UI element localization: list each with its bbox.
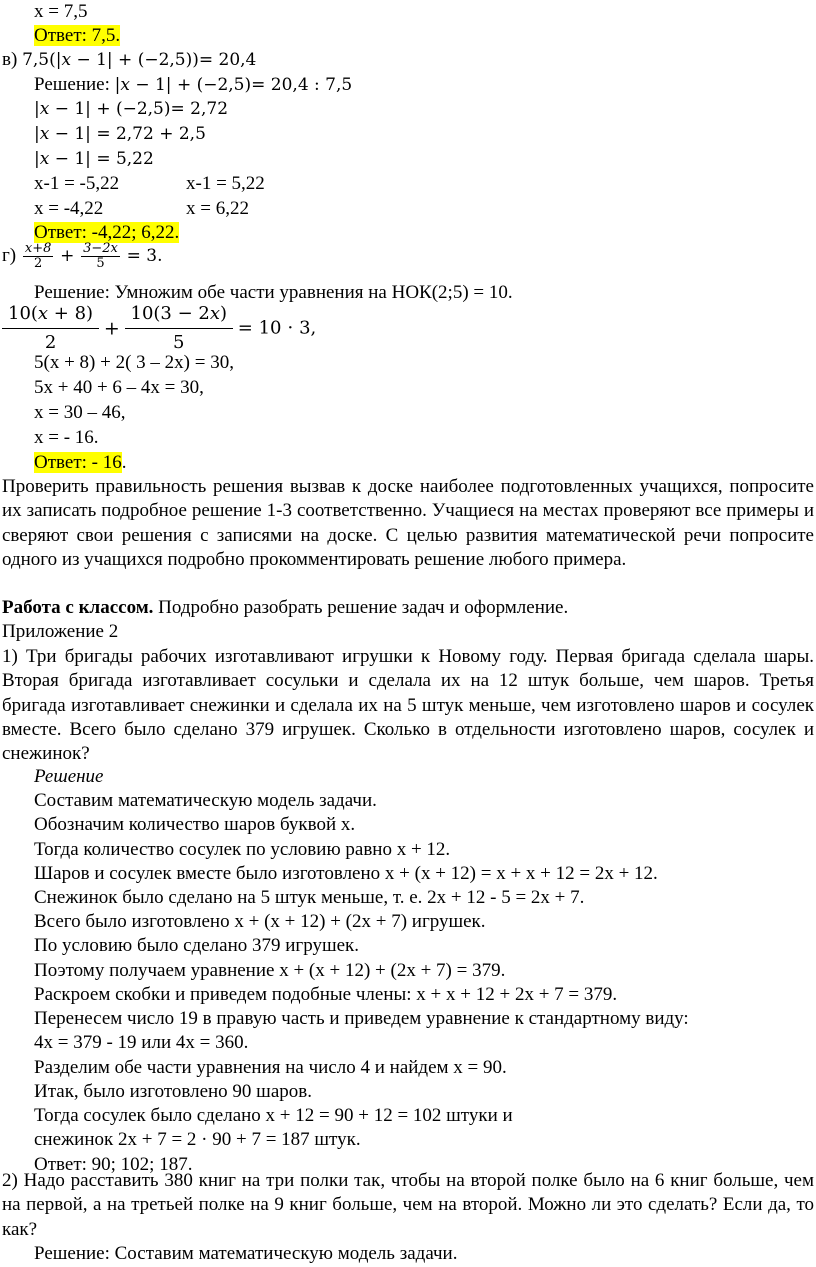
solution-line: Решение: Умножим обе части уравнения на НОК(2;5) = 10. xyxy=(34,282,513,303)
equation-line: |𝑥 − 1| + (−2,5)= 2,72 xyxy=(34,99,229,119)
denominator: 2 xyxy=(33,256,43,271)
solution-heading-text: Решение xyxy=(34,766,104,787)
text-line: 5(x + 8) + 2( 3 – 2x) = 30, xyxy=(34,352,234,373)
equation-heading-v xyxy=(2,48,256,72)
solution-label: Решение: xyxy=(34,74,115,95)
fraction xyxy=(23,242,54,271)
numerator: x+8 xyxy=(24,241,52,256)
solution-line: Разделим обе части уравнения на число 4 и найдем х = 90. xyxy=(34,1057,507,1078)
text-line: x = - 16. xyxy=(34,427,99,448)
numerator: 10(3 − 2𝑥) xyxy=(125,303,234,329)
paragraph-instructions: Проверить правильность решения вызвав к доске наиболее подготовленных учащихся, попросите их записать подробное решение 1-3 соответственно. Учащиеся на местах проверяют все примеры и сверяют свои решения с записями на доске. С целью развития математической речи попросите одного из учащихся подробно прокомментировать решение любого примера. xyxy=(2,476,814,570)
fraction xyxy=(2,303,99,354)
text-line: x-1 = -5,22 xyxy=(34,173,120,194)
solution-line: Ответ: 90; 102; 187. xyxy=(34,1154,193,1175)
text-line: x = -4,22 xyxy=(34,198,104,219)
denominator: 2 xyxy=(44,332,57,353)
solution-line: По условию было сделано 379 игрушек. xyxy=(34,935,360,956)
equation-line: |𝑥 − 1| = 5,22 xyxy=(34,149,154,169)
text-line: 5x + 40 + 6 – 4x = 30, xyxy=(34,377,204,398)
solution-line: Поэтому получаем уравнение х + (х + 12) + (2х + 7) = 379. xyxy=(34,960,506,981)
equation: |𝑥 − 1| + (−2,5)= 20,4 : 7,5 xyxy=(114,75,353,95)
fraction-equation xyxy=(2,303,316,354)
equation-heading-g xyxy=(2,242,163,271)
solution-line: Обозначим количество шаров буквой х. xyxy=(34,814,356,835)
equation-tail: = 10 ⋅ 3, xyxy=(237,317,317,339)
highlighted-answer: Ответ: - 16 xyxy=(34,452,122,473)
solution-line: Всего было изготовлено х + (х + 12) + (2х + 7) игрушек. xyxy=(34,911,486,932)
solution-line: Раскроем скобки и приведем подобные члены: х + х + 12 + 2х + 7 = 379. xyxy=(34,984,618,1005)
text-line: x = 6,22 xyxy=(186,198,249,219)
fraction xyxy=(81,242,120,271)
solution-line: снежинок 2х + 7 = 2 · 90 + 7 = 187 штук. xyxy=(34,1129,361,1150)
solution-heading xyxy=(34,765,104,789)
item-label: в) xyxy=(2,49,23,70)
item-label: г) xyxy=(2,244,17,266)
denominator: 5 xyxy=(96,256,105,271)
solution-line: Итак, было изготовлено 90 шаров. xyxy=(34,1081,312,1102)
appendix-heading: Приложение 2 xyxy=(2,621,119,642)
plus-sign: + xyxy=(60,245,75,266)
solution-line: Шаров и сосулек вместе было изготовлено х + (х + 12) = х + х + 12 = 2х + 12. xyxy=(34,863,658,884)
solution-line: Решение: Составим математическую модель задачи. xyxy=(34,1243,458,1264)
bold-heading: Работа с классом. xyxy=(2,597,154,618)
highlighted-answer: Ответ: 7,5. xyxy=(34,25,121,46)
solution-line: Тогда количество сосулек по условию равно х + 12. xyxy=(34,839,451,860)
solution-line: Перенесем число 19 в правую часть и приведем уравнение к стандартному виду: xyxy=(34,1008,689,1029)
equation: 7,5(|𝑥 − 1| + (−2,5))= 20,4 xyxy=(22,50,257,70)
answer-line xyxy=(34,451,126,475)
solution-line: 4х = 379 - 19 или 4х = 360. xyxy=(34,1032,249,1053)
text-line: x-1 = 5,22 xyxy=(186,173,265,194)
solution-line: Тогда сосулек было сделано х + 12 = 90 + 12 = 102 штуки и xyxy=(34,1105,513,1126)
numerator: 3−2x xyxy=(83,241,118,256)
answer-tail: . xyxy=(121,452,127,473)
plus-sign: + xyxy=(103,317,120,340)
solution-line xyxy=(34,73,352,97)
paragraph-text: Подробно разобрать решение задач и оформление. xyxy=(153,597,569,618)
fraction xyxy=(125,303,234,354)
text-line: x = 7,5 xyxy=(34,1,88,22)
solution-line: Снежинок было сделано на 5 штук меньше, т. е. 2х + 12 - 5 = 2х + 7. xyxy=(34,887,585,908)
numerator: 10(𝑥 + 8) xyxy=(2,303,99,329)
paragraph-class-work xyxy=(2,596,568,620)
equation-line: |𝑥 − 1| = 2,72 + 2,5 xyxy=(34,124,206,144)
denominator: 5 xyxy=(173,332,185,353)
highlighted-answer: Ответ: -4,22; 6,22. xyxy=(34,222,180,243)
solution-line: Составим математическую модель задачи. xyxy=(34,790,377,811)
equation-tail: = 3. xyxy=(126,245,163,266)
text-line: x = 30 – 46, xyxy=(34,402,126,423)
task-1: 1) Три бригады рабочих изготавливают игрушки к Новому году. Первая бригада сделала шары. Вторая бригада изготавливает сосульки и сделала их на 12 штук больше, чем шаров. Третья бригада изготавливает снежинки и сделала их на 5 штук меньше, чем изготовлено шаров и сосулек вместе. Всего было сделано 379 игрушек. Сколько в отдельности изготовлено шаров, сосулек и снежинок? xyxy=(2,646,814,765)
task-2: 2) Надо расставить 380 книг на три полки так, чтобы на второй полке было на 6 книг больше, чем на первой, а на третьей полке на 9 книг больше, чем на второй. Можно ли это сделать? Если да, то как? xyxy=(2,1170,814,1240)
answer-line xyxy=(34,24,120,48)
